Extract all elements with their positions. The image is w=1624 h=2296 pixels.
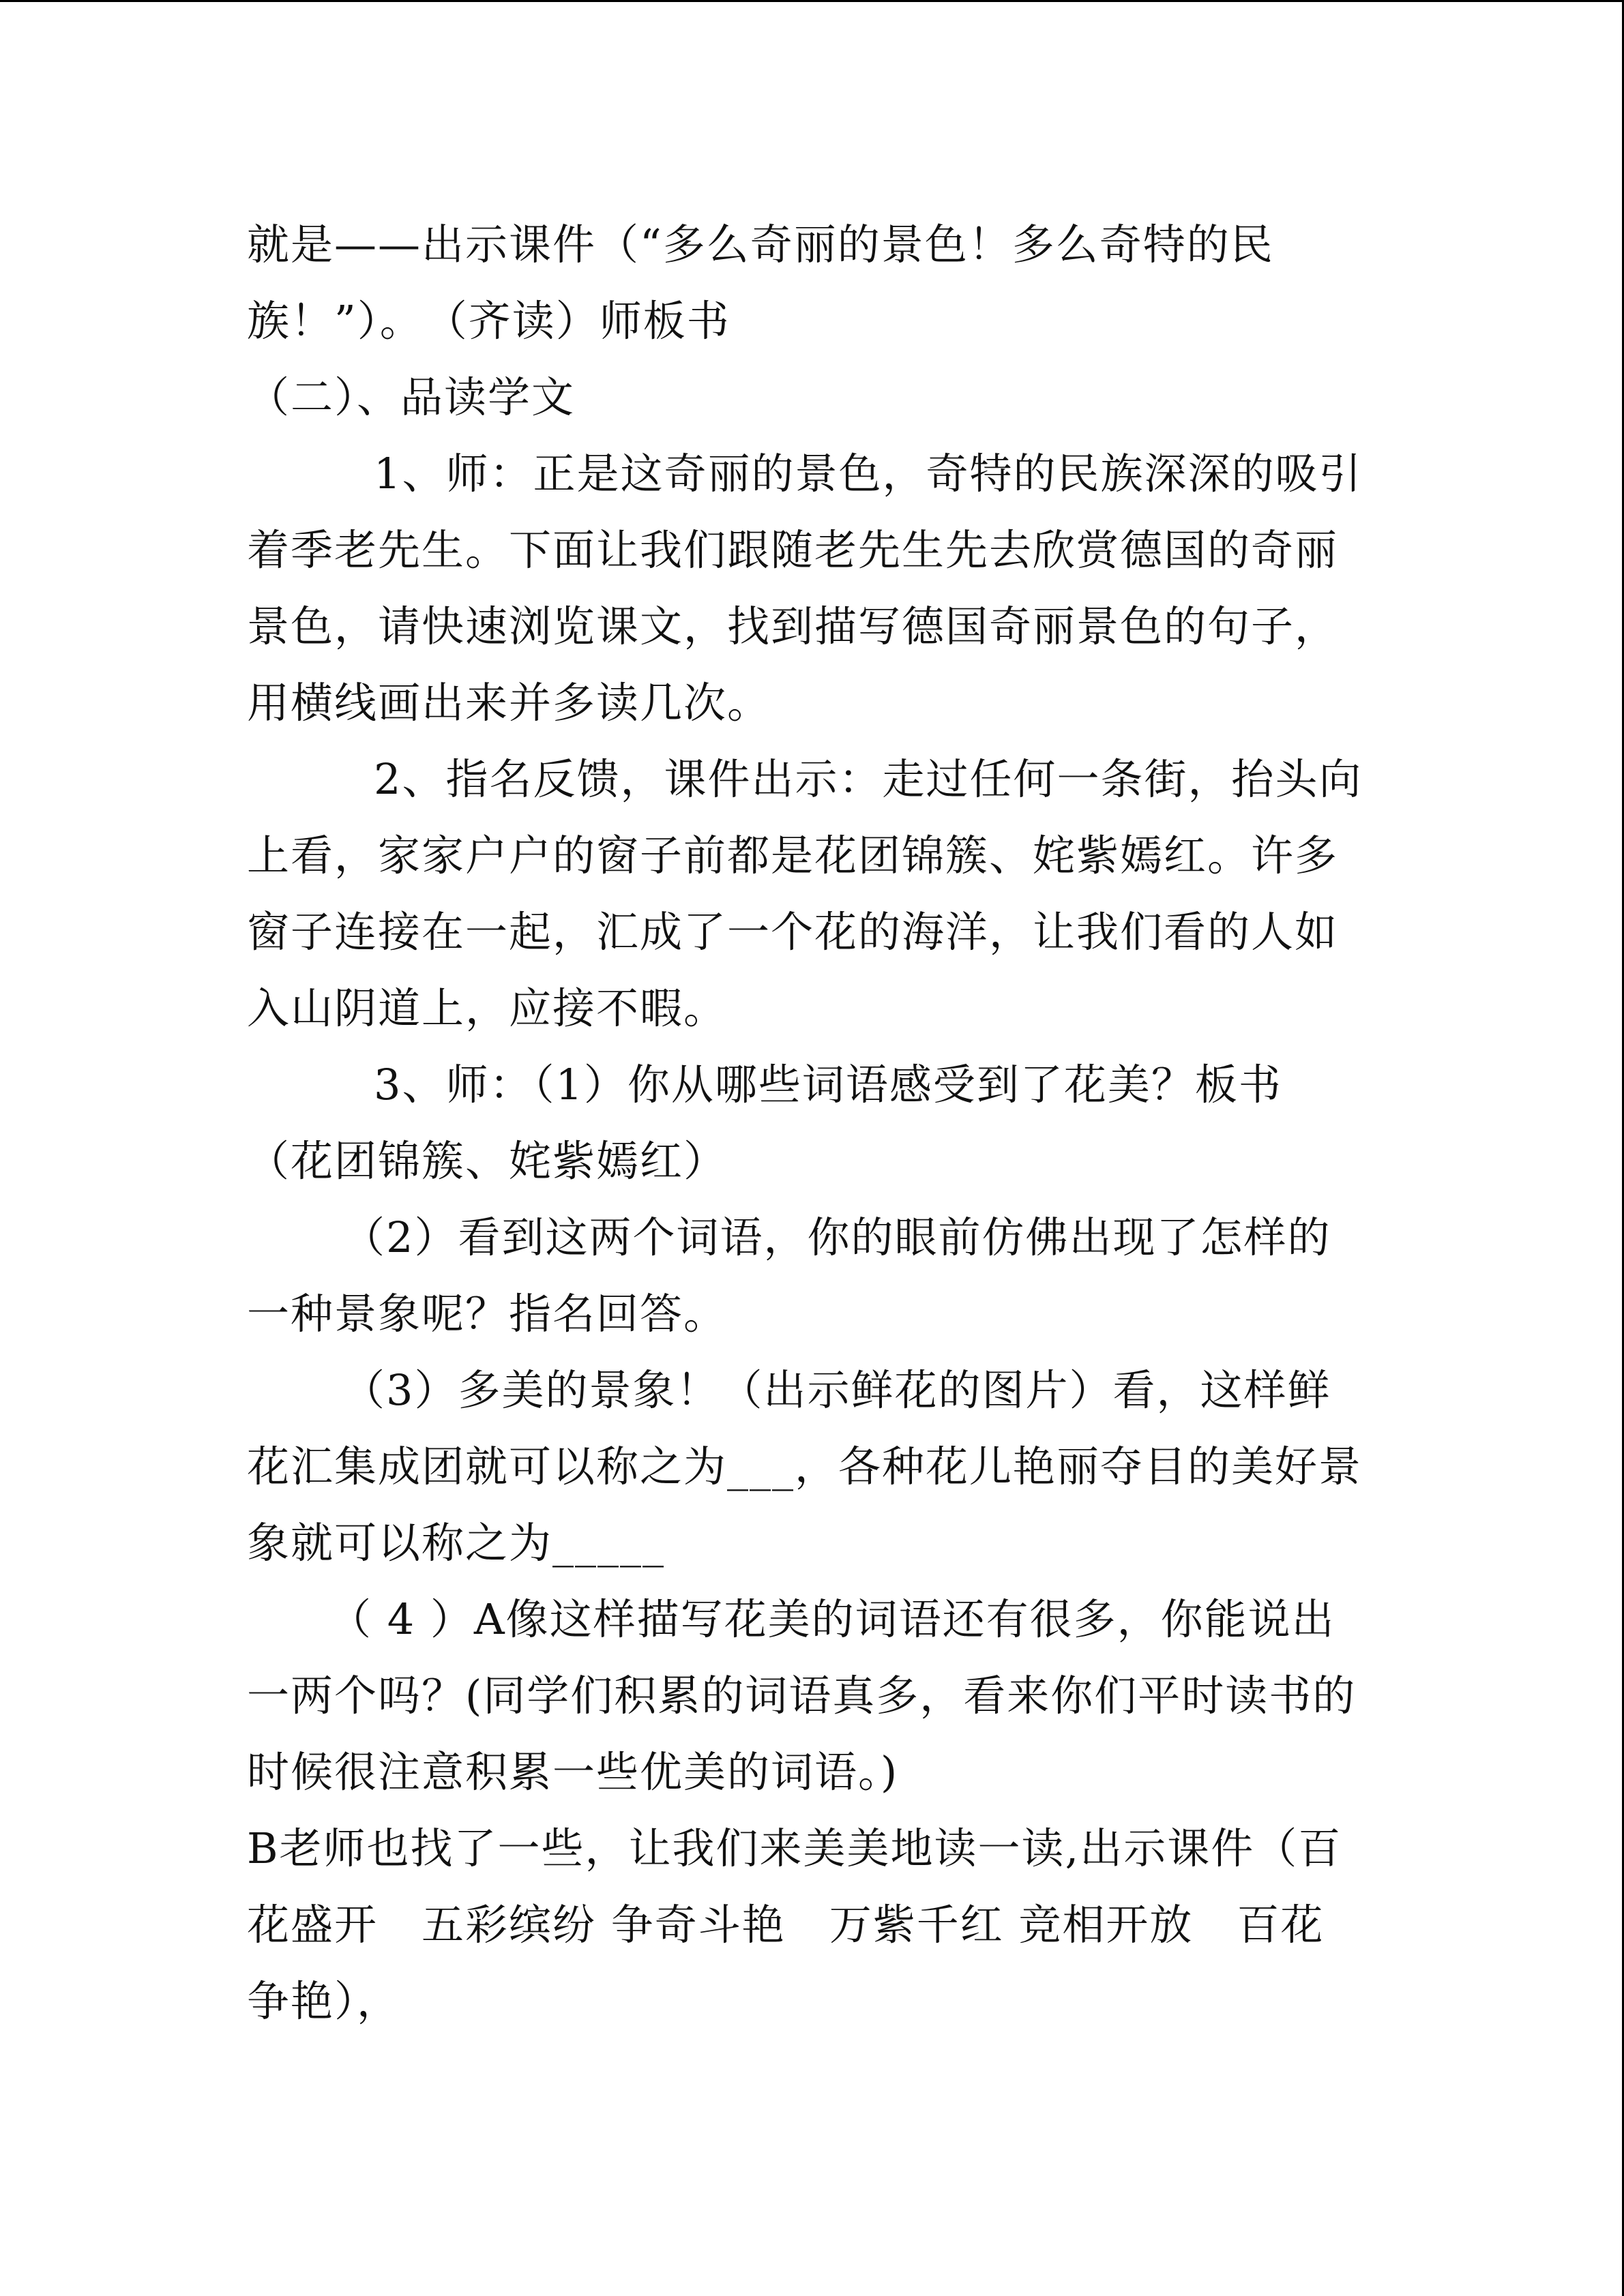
section-heading: （二）、品读学文 bbox=[247, 372, 576, 422]
paragraph-intro: 就是——出示课件（“多么奇丽的景色！多么奇特的民族！”）。 （齐读）师板书 bbox=[247, 220, 1274, 346]
paragraph-step-1: 1、师：正是这奇丽的景色，奇特的民族深深的吸引着季老先生。下面让我们跟随老先生先去欣赏德国的奇丽景色，请快速浏览课文，找到描写德国奇丽景色的句子，用横线画出来并多读几次。 bbox=[247, 449, 1363, 728]
document-body bbox=[247, 207, 1365, 2040]
paragraph-step-3: 3、师：（1）你从哪些词语感受到了花美？板书（花团锦簇、姹紫嫣红） bbox=[247, 1060, 1282, 1186]
paragraph-step-2: 2、指名反馈，课件出示：走过任何一条街，抬头向上看，家家户户的窗子前都是花团锦簇、姹紫嫣红。许多窗子连接在一起，汇成了一个花的海洋，让我们看的人如入山阴道上，应接不暇。 bbox=[247, 754, 1363, 1033]
paragraph-question-2: （2）看到这两个词语，你的眼前仿佛出现了怎样的一种景象呢？指名回答。 bbox=[247, 1212, 1331, 1339]
paragraph-question-3: （3）多美的景象！（出示鲜花的图片）看，这样鲜花汇集成团就可以称之为___，各种花儿艳丽夺目的美好景象就可以称之为_____ bbox=[247, 1365, 1363, 1568]
paragraph-question-4: （ 4 ）A像这样描写花美的词语还有很多，你能说出一两个吗？(同学们积累的词语真多，看来你们平时读书的时候很注意积累一些优美的词语。) bbox=[247, 1594, 1357, 1797]
paragraph-teacher-words: B老师也找了一些，让我们来美美地读一读,出示课件（百花盛开 五彩缤纷 争奇斗艳 万紫千红 竞相开放 百花争艳）， bbox=[247, 1823, 1342, 2026]
